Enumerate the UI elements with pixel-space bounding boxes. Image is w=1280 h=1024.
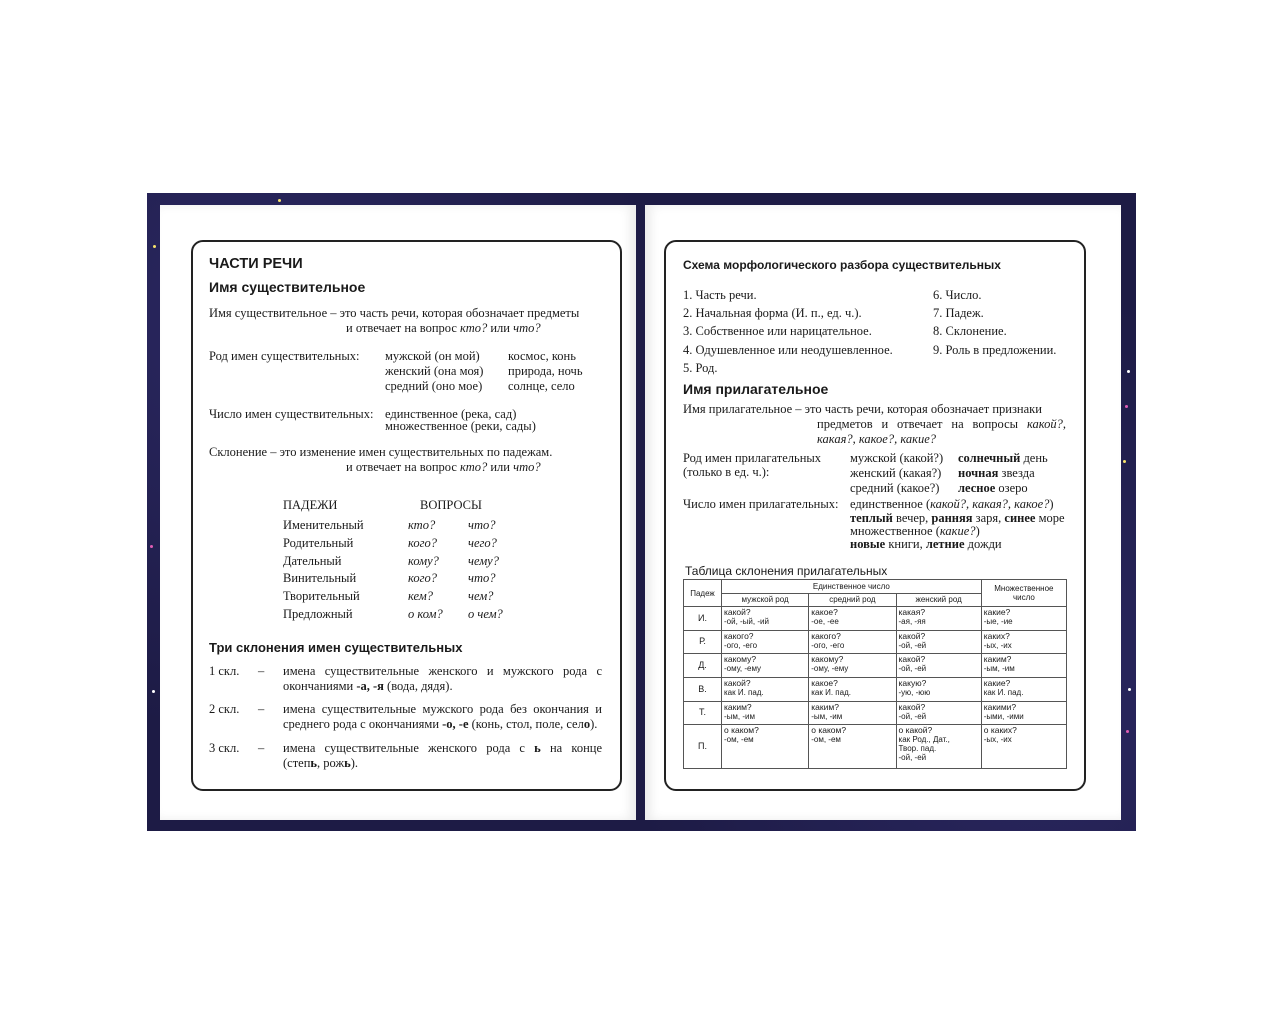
cell: какое? как И. пад. [809,677,896,701]
noun-definition-cont: и отвечает на вопрос кто? или что? [346,321,541,335]
case-name: Винительный [283,571,357,585]
table-row [684,677,1067,701]
cell: какой? как И. пад. [721,677,808,701]
gender-example: космос, конь [508,349,576,363]
cell: каким? -ым, -им [981,654,1066,678]
case-cell: Д. [684,654,722,678]
number-plural: множественное (реки, сады) [385,419,536,433]
adj-gender-label: (только в ед. ч.): [683,465,770,479]
noun-number-label: Число имен существительных: [209,407,374,421]
case-question: кого? [408,536,437,550]
scheme-item: 7. Падеж. [933,306,984,320]
adj-gender-label: Род имен прилагательных [683,451,822,465]
adjective-definition-cont: какая?, какое?, какие? [817,432,937,446]
header-case: Падеж [684,580,722,607]
declension-text: имена существительные женского рода с ь на конце [283,741,602,755]
cases-header: ПАДЕЖИ [283,498,338,512]
cell: каким? -ым, -им [721,701,808,725]
three-declensions-title: Три склонения имен существительных [209,640,463,655]
case-question: о ком? [408,607,443,621]
scheme-item: 4. Одушевленное или неодушевленное. [683,343,893,357]
adjective-title: Имя прилагательное [683,381,829,397]
cell: какой? -ой, -ей [896,630,981,654]
case-question: кто? [408,518,436,532]
table-row [684,607,1067,631]
scheme-item: 9. Роль в предложении. [933,343,1057,357]
adj-gender-example: солнечный день [958,451,1048,465]
star-icon [1125,405,1128,408]
declension-text: имена существительные мужского рода без окончания и [283,702,602,716]
cell: каким? -ым, -им [809,701,896,725]
declension-definition-cont: и отвечает на вопрос кто? или что? [346,460,541,474]
noun-definition: Имя существительное – это часть речи, которая обозначает предметы [209,306,580,320]
case-question: кого? [408,571,437,585]
case-name: Предложный [283,607,353,621]
table-row [684,725,1067,769]
header-plural: Множественное число [981,580,1066,607]
case-question: чему? [468,554,499,568]
case-question: кому? [408,554,439,568]
table-title: Таблица склонения прилагательных [685,564,888,578]
case-question: что? [468,518,496,532]
star-icon [278,199,281,202]
case-name: Родительный [283,536,354,550]
declension-label: 1 скл. [209,664,240,678]
adj-number-example: теплый вечер, ранняя заря, синее море [850,511,1065,525]
declension-text: (степь, рожь). [283,756,359,770]
number-singular: единственное (река, сад) [385,407,517,421]
adj-gender-name: женский (какая?) [850,466,942,480]
gender-example: солнце, село [508,379,575,393]
declension-text: среднего рода с окончаниями -о, -е (конь, стол, поле, село). [283,717,598,731]
noun-title: Имя существительное [209,279,366,295]
case-question: о чем? [468,607,503,621]
star-icon [153,245,156,248]
gender-name: женский (она моя) [385,364,484,378]
adj-number-singular: единственное (какой?, какая?, какое?) [850,497,1054,511]
cell: о какой? как Род., Дат., Твор. пад. -ой, -ей [896,725,981,769]
header-feminine: женский род [896,593,981,607]
cell: какая? -ая, -яя [896,607,981,631]
declension-table [683,579,1067,769]
adj-gender-name: средний (какое?) [850,481,940,495]
scheme-item: 1. Часть речи. [683,288,757,302]
table-row [684,701,1067,725]
cell: какой? -ой, -ый, -ий [721,607,808,631]
dash: – [258,741,265,755]
header-masculine: мужской род [721,593,808,607]
cell: какому? -ому, -ему [809,654,896,678]
scheme-title: Схема морфологического разбора существительных [683,258,1001,272]
gender-name: мужской (он мой) [385,349,480,363]
scheme-item: 2. Начальная форма (И. п., ед. ч.). [683,306,862,320]
cell: каких? -ых, -их [981,630,1066,654]
declension-text: имена существительные женского и мужского рода с [283,664,602,678]
declension-label: 3 скл. [209,741,240,755]
star-icon [1128,688,1131,691]
noun-gender-label: Род имен существительных: [209,349,360,363]
adj-number-label: Число имен прилагательных: [683,497,839,511]
table-row [684,630,1067,654]
cell: какое? -ое, -ее [809,607,896,631]
case-cell: Т. [684,701,722,725]
declension-definition: Склонение – это изменение имен существительных по падежам. [209,445,553,459]
case-question: чего? [468,536,497,550]
cell: какие? -ые, -ие [981,607,1066,631]
star-icon [152,690,155,693]
adj-number-plural: множественное (какие?) [850,524,980,538]
declension-text: окончаниями -а, -я (вода, дядя). [283,679,453,693]
case-question: кем? [408,589,433,603]
header-neuter: средний род [809,593,896,607]
cell: какую? -ую, -юю [896,677,981,701]
case-question: что? [468,571,496,585]
cell: какого? -ого, -его [809,630,896,654]
case-question: чем? [468,589,494,603]
table-row [684,654,1067,678]
cell: какой? -ой, -ей [896,701,981,725]
header-singular: Единственное число [721,580,981,594]
scheme-item: 6. Число. [933,288,982,302]
adj-gender-name: мужской (какой?) [850,451,944,465]
case-name: Дательный [283,554,342,568]
cell: какому? -ому, -ему [721,654,808,678]
dash: – [258,664,265,678]
case-name: Творительный [283,589,360,603]
case-cell: П. [684,725,722,769]
adj-number-example: новые книги, летние дожди [850,537,1002,551]
case-cell: В. [684,677,722,701]
dash: – [258,702,265,716]
case-name: Именительный [283,518,364,532]
cell: какими? -ыми, -ими [981,701,1066,725]
cell: о каком? -ом, -ем [721,725,808,769]
adj-gender-example: ночная звезда [958,466,1035,480]
cell: о каком? -ом, -ем [809,725,896,769]
scheme-item: 3. Собственное или нарицательное. [683,324,872,338]
case-cell: И. [684,607,722,631]
cell: какого? -ого, -его [721,630,808,654]
gender-name: средний (оно мое) [385,379,483,393]
adj-gender-example: лесное озеро [958,481,1028,495]
declension-label: 2 скл. [209,702,240,716]
cell: о каких? -ых, -их [981,725,1066,769]
adjective-definition-cont: предметов и отвечает на вопросы какой?, [817,417,1066,431]
scheme-item: 8. Склонение. [933,324,1007,338]
questions-header: ВОПРОСЫ [420,498,482,512]
star-icon [1126,730,1129,733]
star-icon [150,545,153,548]
gender-example: природа, ночь [508,364,583,378]
scheme-item: 5. Род. [683,361,718,375]
adjective-definition: Имя прилагательное – это часть речи, которая обозначает признаки [683,402,1042,416]
cell: какой? -ой, -ей [896,654,981,678]
star-icon [1123,460,1126,463]
star-icon [1127,370,1130,373]
section-title: ЧАСТИ РЕЧИ [209,256,303,272]
cell: какие? как И. пад. [981,677,1066,701]
case-cell: Р. [684,630,722,654]
